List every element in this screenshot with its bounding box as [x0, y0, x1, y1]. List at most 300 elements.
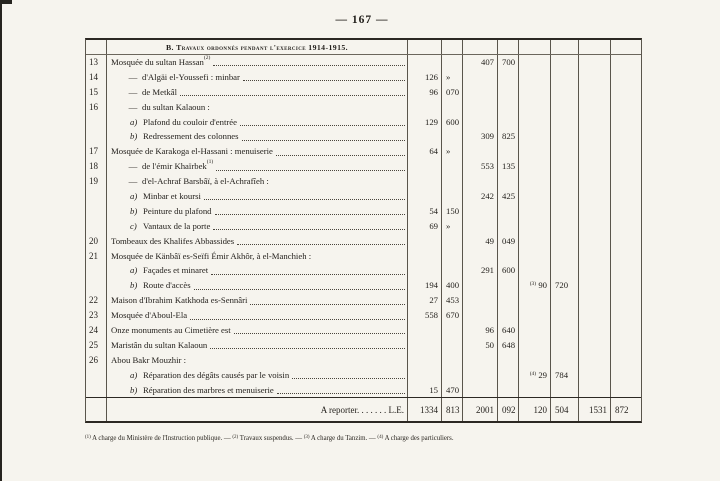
amount-dec: 813 [441, 398, 463, 421]
amount-col-b [463, 278, 519, 293]
description-text: d'el-Achraf Barsbâï, à el-Achrafîeh : [142, 176, 269, 187]
row-description [106, 323, 408, 338]
table-row [86, 204, 641, 219]
row-number: 21 [89, 250, 98, 261]
dot-leader [292, 378, 405, 379]
row-description [106, 189, 408, 204]
table-row [86, 129, 641, 144]
amount-col-b [463, 368, 519, 383]
row-number [86, 383, 106, 398]
description-text: Route d'accès [143, 280, 191, 291]
amount-dec [610, 368, 641, 383]
amount-dec: 700 [497, 55, 519, 70]
description-text: Minbar et koursi [143, 191, 201, 202]
amount-dec [610, 129, 641, 144]
amount-value [463, 174, 497, 189]
amount-value [519, 338, 550, 353]
amount-dec: 070 [441, 85, 463, 100]
amount-value [463, 278, 497, 293]
amount-dec [441, 323, 463, 338]
empty-cell [408, 40, 441, 54]
amount-value [463, 368, 497, 383]
amount-value: 126 [424, 71, 438, 82]
amount-dec [441, 338, 463, 353]
amount-col-b [463, 100, 519, 115]
totals-label: A reporter. . . . . . . L.E. [320, 405, 404, 416]
empty-cell [550, 40, 579, 54]
amount-col-c [519, 174, 579, 189]
amount-col-a [408, 234, 463, 249]
description-text: Vantaux de la porte [143, 220, 211, 231]
amount-col-b [463, 353, 519, 368]
amount-value [519, 263, 550, 278]
amount-value [579, 70, 610, 85]
ditto-dash: — [128, 176, 138, 187]
amount-col-a [408, 338, 463, 353]
header-desc-cell [106, 40, 408, 54]
amount-value [519, 189, 550, 204]
row-number: 25 [89, 339, 98, 350]
table-row [86, 115, 641, 130]
dot-leader [213, 229, 405, 230]
amount-col-a [408, 189, 463, 204]
amount-dec [610, 308, 641, 323]
totals-label-cell [106, 398, 408, 421]
amount-col-d [579, 263, 641, 278]
row-number: 13 [89, 57, 98, 67]
amount-col-d [579, 159, 641, 174]
amount-dec: 049 [497, 234, 519, 249]
table-row [86, 249, 641, 264]
ditto-dash: — [128, 86, 138, 97]
amount-col-a [408, 159, 463, 174]
amount-dec [497, 70, 519, 85]
row-number: 24 [89, 325, 98, 336]
footnote-ref-mark: (4) [377, 435, 384, 440]
amount-dec [497, 293, 519, 308]
table-body [86, 55, 641, 397]
amount-col-c [519, 189, 579, 204]
empty-cell [463, 40, 497, 54]
dot-leader [276, 155, 405, 156]
description-text: Mosquée du sultan Hassan [111, 57, 204, 67]
amount-col-b [463, 383, 519, 398]
totals-row [86, 397, 641, 421]
amount-value: 96 [429, 86, 438, 97]
row-description [106, 115, 408, 130]
amount-value [463, 293, 497, 308]
dot-leader [250, 304, 405, 305]
totals-num-cell [86, 398, 106, 421]
row-number: 23 [89, 310, 98, 321]
sub-item-letter: b) [130, 131, 138, 142]
amount-dec [550, 115, 579, 130]
amount-value [408, 174, 441, 189]
amount-dec [610, 144, 641, 159]
dot-leader [215, 214, 405, 215]
amount-value: 309 [480, 131, 494, 142]
row-description [106, 85, 408, 100]
sub-item-letter: b) [130, 205, 138, 216]
header-amount-col-b [463, 40, 519, 54]
amount-col-d [579, 115, 641, 130]
amount-value: 15 [429, 384, 438, 395]
amount-value [408, 189, 441, 204]
amount-value [579, 115, 610, 130]
amount-value [579, 100, 610, 115]
amount-dec: » [441, 70, 463, 85]
amount-col-b [463, 308, 519, 323]
amount-col-c [519, 308, 579, 323]
amount-value: 27 [429, 295, 438, 306]
amount-value [579, 129, 610, 144]
amount-col-a [408, 129, 463, 144]
amount-value [579, 174, 610, 189]
row-number: 22 [89, 295, 98, 306]
amount-value [408, 263, 441, 278]
dot-leader [277, 393, 405, 394]
description-text: Onze monuments au Cimetière est [111, 325, 231, 336]
amount-col-c [519, 353, 579, 368]
amount-col-d [579, 219, 641, 234]
ditto-dash: — [128, 161, 138, 172]
amount-value [519, 219, 550, 234]
amount-value: 120 [533, 405, 547, 416]
amount-value [408, 100, 441, 115]
amount-col-c [519, 249, 579, 264]
description-text: Façades et minaret [143, 265, 209, 276]
table-title: B. Travaux ordonnés pendant l'exercice 1914-1915. [165, 43, 349, 52]
amount-col-c [519, 144, 579, 159]
amount-value [519, 249, 550, 264]
amount-value: 69 [429, 220, 438, 231]
works-ledger-table [85, 38, 642, 423]
amount-value: 49 [485, 235, 494, 246]
amount-value [519, 129, 550, 144]
amount-col-b [463, 115, 519, 130]
amount-dec [610, 293, 641, 308]
row-number: 14 [89, 71, 98, 82]
footnote-mark: (2) [203, 55, 211, 61]
amount-col-b [463, 204, 519, 219]
amount-value [579, 278, 610, 293]
amount-col-d [579, 70, 641, 85]
row-number: 18 [89, 161, 98, 172]
amount-col-a [408, 249, 463, 264]
description-text: Plafond du couloir d'entrée [143, 116, 237, 127]
ditto-dash: — [128, 101, 138, 112]
amount-value [408, 353, 441, 368]
table-row [86, 263, 641, 278]
row-description [106, 383, 408, 398]
amount-col-d [579, 249, 641, 264]
amount-dec [550, 189, 579, 204]
amount-col-b [463, 323, 519, 338]
description-text: Mosquée de Känbâï es-Seïfi Émir Akhôr, à el-Manchieh : [111, 250, 312, 261]
amount-col-b [463, 263, 519, 278]
amount-col-c [519, 368, 579, 383]
table-row [86, 55, 641, 70]
amount-dec [550, 100, 579, 115]
sub-item-letter: c) [130, 220, 137, 231]
amount-value [519, 115, 550, 130]
amount-value [463, 204, 497, 219]
amount-dec [610, 323, 641, 338]
amount-col-a [408, 85, 463, 100]
empty-cell [610, 40, 641, 54]
amount-dec: 150 [441, 204, 463, 219]
amount-dec [497, 219, 519, 234]
amount-col-a [408, 353, 463, 368]
row-description [106, 70, 408, 85]
header-amount-col-a [408, 40, 463, 54]
amount-dec [550, 144, 579, 159]
amount-dec [497, 100, 519, 115]
description-text: Abou Bakr Mouzhir : [111, 354, 187, 365]
amount-value [579, 85, 610, 100]
amount-value [579, 249, 610, 264]
amount-col-d [579, 144, 641, 159]
amount-value [579, 308, 610, 323]
amount-value [519, 204, 550, 219]
amount-value [579, 234, 610, 249]
amount-dec: » [441, 144, 463, 159]
footnote-ref-mark: (2) [232, 435, 239, 440]
amount-dec [497, 115, 519, 130]
row-number [86, 278, 106, 293]
amount-dec [610, 278, 641, 293]
footnote: $^{(1)}$ A charge du Ministère de l'Instruction publique. — $^{(2)}$ Travaux suspendus. — $^{(3)}$ A charge du Tanzim. — $^{(4)}$ A charge des particuliers. [85, 435, 454, 442]
table-row [86, 368, 641, 383]
row-number: 17 [89, 146, 98, 157]
amount-dec [441, 55, 463, 70]
row-description [106, 368, 408, 383]
amount-col-d [579, 55, 641, 70]
amount-col-d [579, 189, 641, 204]
row-description [106, 293, 408, 308]
row-description [106, 278, 408, 293]
empty-cell [441, 40, 463, 54]
row-description [106, 129, 408, 144]
amount-dec [550, 85, 579, 100]
amount-col-b [463, 219, 519, 234]
amount-dec [610, 338, 641, 353]
table-row [86, 278, 641, 293]
amount-col-c [519, 129, 579, 144]
amount-dec [610, 234, 641, 249]
amount-col-c [519, 55, 579, 70]
amount-col-c [519, 159, 579, 174]
amount-dec [497, 353, 519, 368]
amount-col-d [579, 204, 641, 219]
description-text: Peinture du plafond [143, 205, 212, 216]
row-description [106, 353, 408, 368]
amount-value [408, 323, 441, 338]
amount-value [519, 100, 550, 115]
table-row [86, 383, 641, 398]
amount-value: 96 [485, 325, 494, 336]
amount-value [408, 338, 441, 353]
row-number [86, 219, 106, 234]
description-text: Mosquée d'Aboul-Ela [111, 310, 188, 321]
amount-value [579, 353, 610, 368]
amount-value: 194 [424, 280, 438, 291]
amount-value [463, 115, 497, 130]
amount-col-c [519, 383, 579, 398]
amount-dec [441, 159, 463, 174]
table-row [86, 189, 641, 204]
amount-value: 54 [429, 205, 438, 216]
header-amount-col-d [579, 40, 641, 54]
amount-dec [550, 323, 579, 338]
row-description [106, 234, 408, 249]
amount-dec: 670 [441, 308, 463, 323]
row-description [106, 219, 408, 234]
amount-dec [550, 249, 579, 264]
amount-value [579, 159, 610, 174]
row-description [106, 55, 408, 70]
row-number: 19 [89, 176, 98, 187]
amount-value: 2001 [476, 405, 494, 416]
amount-value [579, 383, 610, 398]
amount-col-a [408, 55, 463, 70]
amount-value: 64 [429, 146, 438, 157]
amount-dec: » [441, 219, 463, 234]
amount-col-a [408, 263, 463, 278]
table-row [86, 159, 641, 174]
amount-dec [441, 353, 463, 368]
amount-dec: 825 [497, 129, 519, 144]
amount-value [408, 368, 441, 383]
amount-col-d [579, 234, 641, 249]
amount-value [463, 85, 497, 100]
amount-col-b [463, 249, 519, 264]
dot-leader [204, 199, 405, 200]
amount-col-d [579, 278, 641, 293]
row-description [106, 174, 408, 189]
amount-value [408, 55, 441, 70]
amount-col-c [519, 293, 579, 308]
amount-dec [610, 263, 641, 278]
row-number [86, 115, 106, 130]
amount-col-d [579, 174, 641, 189]
description-text: du sultan Kalaoun : [142, 101, 210, 112]
scan-corner-artifact [0, 0, 12, 4]
page-number: — 167 — [335, 14, 389, 26]
description-text: Maristân du sultan Kalaoun [111, 339, 208, 350]
amount-col-b [463, 129, 519, 144]
totals-amount-b [463, 398, 519, 421]
amount-col-a [408, 323, 463, 338]
amount-dec [441, 189, 463, 204]
amount-value [579, 219, 610, 234]
amount-value: $^{(3)}$ 90 [529, 280, 547, 291]
amount-value: 407 [480, 57, 494, 67]
amount-dec [550, 234, 579, 249]
amount-dec: 784 [550, 368, 579, 383]
amount-dec [497, 174, 519, 189]
empty-cell [497, 40, 519, 54]
amount-col-c [519, 219, 579, 234]
amount-value [463, 70, 497, 85]
amount-dec [610, 249, 641, 264]
amount-dec [497, 368, 519, 383]
row-description [106, 144, 408, 159]
amount-dec: 640 [497, 323, 519, 338]
table-row [86, 308, 641, 323]
amount-dec [441, 249, 463, 264]
amount-col-c [519, 338, 579, 353]
amount-dec [550, 204, 579, 219]
amount-value [519, 353, 550, 368]
footnote-ref-mark: (1) [85, 435, 91, 440]
amount-value [579, 293, 610, 308]
amount-dec [550, 338, 579, 353]
amount-dec [550, 219, 579, 234]
row-number: 15 [89, 86, 98, 97]
totals-amount-d [579, 398, 641, 421]
amount-dec [550, 129, 579, 144]
amount-value [519, 308, 550, 323]
amount-col-a [408, 293, 463, 308]
amount-dec [497, 144, 519, 159]
amount-dec: 720 [550, 278, 579, 293]
amount-value [519, 174, 550, 189]
amount-col-b [463, 85, 519, 100]
dot-leader [234, 333, 405, 334]
amount-dec [610, 174, 641, 189]
amount-value: 50 [485, 339, 494, 350]
amount-value: 1334 [420, 405, 438, 416]
amount-col-d [579, 100, 641, 115]
amount-dec [550, 383, 579, 398]
table-row [86, 338, 641, 353]
dot-leader [194, 289, 405, 290]
amount-col-d [579, 293, 641, 308]
amount-value [579, 368, 610, 383]
amount-dec [610, 70, 641, 85]
amount-col-a [408, 368, 463, 383]
amount-dec [441, 234, 463, 249]
table-row [86, 323, 641, 338]
amount-value: 291 [480, 265, 494, 276]
amount-dec [610, 115, 641, 130]
sub-item-letter: b) [130, 384, 138, 395]
amount-value [408, 249, 441, 264]
amount-col-b [463, 338, 519, 353]
amount-value [519, 234, 550, 249]
amount-dec [550, 159, 579, 174]
dot-leader [190, 319, 405, 320]
amount-col-a [408, 219, 463, 234]
description-text: Redressement des colonnes [143, 131, 239, 142]
row-number: 16 [89, 101, 98, 112]
amount-col-b [463, 70, 519, 85]
amount-value [519, 323, 550, 338]
header-amount-col-c [519, 40, 579, 54]
amount-col-d [579, 353, 641, 368]
amount-dec: 425 [497, 189, 519, 204]
row-description [106, 263, 408, 278]
amount-col-d [579, 308, 641, 323]
footnote-mark: (3) [529, 281, 537, 288]
amount-dec [441, 263, 463, 278]
amount-dec [550, 70, 579, 85]
amount-dec [610, 219, 641, 234]
empty-cell [519, 40, 550, 54]
amount-value: 242 [480, 191, 494, 202]
amount-value [579, 263, 610, 278]
